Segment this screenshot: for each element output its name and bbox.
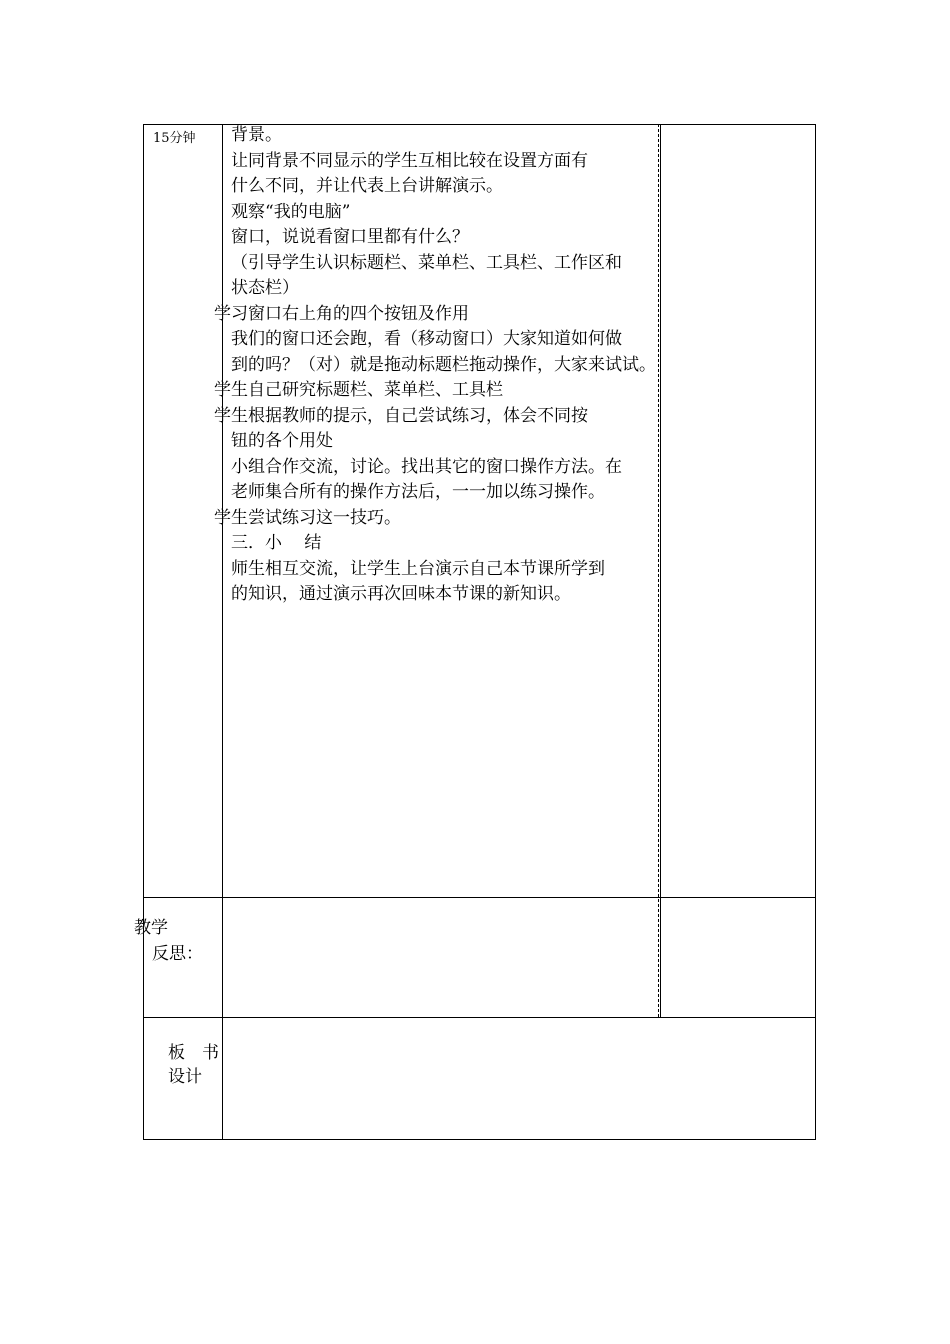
lesson-content [214, 123, 656, 608]
board-label-line2: 设计 [168, 1067, 202, 1087]
lesson-line: 学生尝试练习这一技巧。 [214, 507, 401, 528]
dashed-separator [658, 124, 659, 1017]
lesson-line: 观察“我的电脑” [231, 201, 351, 222]
lesson-line: 什么不同，并让代表上台讲解演示。 [231, 176, 503, 196]
lesson-line: 状态栏） [231, 278, 299, 298]
lesson-line: 钮的各个用处 [231, 431, 333, 451]
reflection-label-line1: 教学 [134, 918, 168, 938]
lesson-line: 小组合作交流，讨论。找出其它的窗口操作方法。在 [231, 456, 622, 477]
lesson-line: 三．小 结 [231, 533, 322, 553]
table-bottom-border [143, 1139, 816, 1140]
notes-column-divider [660, 124, 661, 1018]
lesson-line: （引导学生认识标题栏、菜单栏、工具栏、工作区和 [231, 252, 622, 273]
row-divider-board [143, 1017, 816, 1018]
board-label-line1: 板 书 [168, 1043, 219, 1063]
lesson-line: 学生自己研究标题栏、菜单栏、工具栏 [214, 380, 503, 400]
table-right-border [815, 124, 816, 1140]
time-label: 15分钟 [153, 131, 196, 146]
lesson-line: 我们的窗口还会跑，看（移动窗口）大家知道如何做 [231, 329, 622, 349]
label-column-divider [222, 124, 223, 1140]
lesson-line: 老师集合所有的操作方法后，一一加以练习操作。 [231, 482, 605, 502]
lesson-line: 学习窗口右上角的四个按钮及作用 [214, 303, 469, 324]
row-divider-reflection [143, 897, 816, 898]
lesson-line: 让同背景不同显示的学生互相比较在设置方面有 [231, 150, 588, 171]
lesson-line: 学生根据教师的提示，自己尝试练习，体会不同按 [214, 405, 588, 426]
reflection-label-line2: 反思： [152, 944, 203, 964]
lesson-line: 窗口，说说看窗口里都有什么？ [231, 227, 469, 247]
lesson-line: 师生相互交流，让学生上台演示自己本节课所学到 [231, 558, 605, 579]
lesson-line: 的知识，通过演示再次回味本节课的新知识。 [231, 584, 571, 604]
lesson-line: 背景。 [231, 125, 282, 145]
lesson-line: 到的吗？（对）就是拖动标题栏拖动操作，大家来试试。 [231, 354, 656, 375]
table-left-border [143, 124, 144, 1140]
